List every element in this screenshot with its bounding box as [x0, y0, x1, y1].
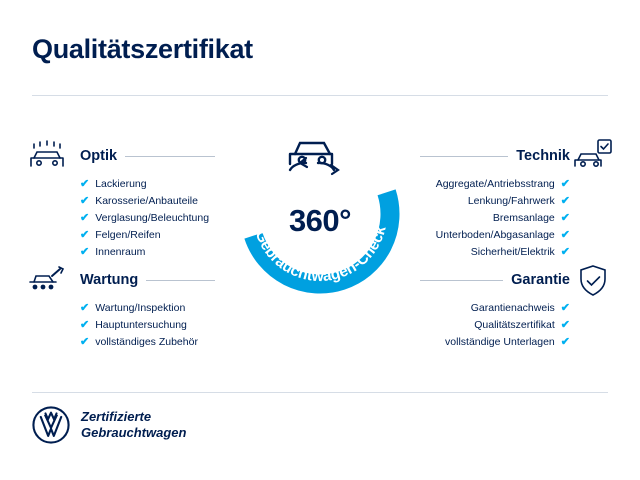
badge-360-check [228, 122, 412, 306]
footer-text [81, 409, 186, 441]
section-optik-list [80, 176, 215, 261]
section-optik [80, 148, 215, 277]
check-icon: ✔ [560, 319, 570, 331]
list-item-label: vollständige Unterlagen [445, 336, 555, 348]
section-wartung-header [80, 272, 215, 288]
section-garantie-header [420, 272, 570, 288]
section-wartung-rule [146, 280, 215, 281]
list-item-label: Unterboden/Abgasanlage [435, 229, 555, 241]
section-wartung-title: Wartung [80, 272, 139, 288]
check-icon: ✔ [560, 246, 570, 258]
badge-degrees: 360° [288, 203, 352, 238]
title-divider [32, 95, 608, 96]
list-item-label: Verglasung/Beleuchtung [95, 212, 210, 224]
section-technik [420, 148, 570, 277]
list-item-label: Aggregate/Antriebsstrang [435, 178, 555, 190]
list-item-label: vollständiges Zubehör [95, 336, 198, 348]
list-item [420, 227, 570, 244]
list-item-label: Bremsanlage [492, 212, 555, 224]
list-item [420, 300, 570, 317]
car-lift-icon [26, 262, 68, 302]
section-optik-rule [125, 156, 215, 157]
section-wartung [80, 272, 215, 367]
section-optik-title: Optik [80, 148, 118, 164]
section-garantie-title: Garantie [511, 272, 570, 288]
list-item [80, 210, 215, 227]
list-item [80, 317, 215, 334]
section-technik-title: Technik [516, 148, 570, 164]
check-icon: ✔ [80, 229, 90, 241]
list-item-label: Sicherheit/Elektrik [470, 246, 555, 258]
list-item-label: Karosserie/Anbauteile [95, 195, 198, 207]
list-item [420, 317, 570, 334]
check-icon: ✔ [560, 195, 570, 207]
list-item [420, 244, 570, 261]
list-item [80, 244, 215, 261]
page-title: Qualitätszertifikat [32, 34, 253, 64]
list-item-label: Wartung/Inspektion [95, 302, 186, 314]
section-garantie-list [420, 300, 570, 351]
list-item [80, 176, 215, 193]
list-item-label: Lackierung [95, 178, 147, 190]
badge-arc-text: Gebrauchtwagen-Check [251, 224, 390, 286]
check-icon: ✔ [560, 336, 570, 348]
check-icon: ✔ [80, 195, 90, 207]
list-item [80, 193, 215, 210]
car-wash-icon [26, 136, 68, 176]
check-icon: ✔ [80, 246, 90, 258]
check-icon: ✔ [560, 212, 570, 224]
check-icon: ✔ [80, 336, 90, 348]
footer-line-1: Zertifizierte [81, 409, 152, 424]
list-item-label: Innenraum [95, 246, 146, 258]
section-technik-list [420, 176, 570, 261]
section-wartung-list [80, 300, 215, 351]
list-item [420, 176, 570, 193]
section-technik-rule [420, 156, 508, 157]
footer-divider [32, 392, 608, 393]
list-item [420, 193, 570, 210]
check-icon: ✔ [80, 178, 90, 190]
list-item-label: Garantienachweis [470, 302, 555, 314]
footer-line-2: Gebrauchtwagen [81, 425, 187, 440]
check-icon: ✔ [80, 212, 90, 224]
list-item-label: Qualitätszertifikat [474, 319, 555, 331]
check-icon: ✔ [560, 229, 570, 241]
vw-logo-icon [32, 406, 70, 444]
list-item [420, 210, 570, 227]
list-item [420, 334, 570, 351]
list-item-label: Lenkung/Fahrwerk [467, 195, 555, 207]
section-optik-header [80, 148, 215, 164]
check-icon: ✔ [560, 302, 570, 314]
list-item-label: Felgen/Reifen [95, 229, 161, 241]
car-check-icon [572, 136, 614, 176]
section-garantie-rule [420, 280, 503, 281]
shield-check-icon [572, 262, 614, 302]
list-item [80, 334, 215, 351]
check-icon: ✔ [80, 319, 90, 331]
check-icon: ✔ [560, 178, 570, 190]
list-item [80, 300, 215, 317]
list-item [80, 227, 215, 244]
section-garantie [420, 272, 570, 367]
section-technik-header [420, 148, 570, 164]
footer [32, 406, 186, 444]
check-icon: ✔ [80, 302, 90, 314]
list-item-label: Hauptuntersuchung [95, 319, 187, 331]
